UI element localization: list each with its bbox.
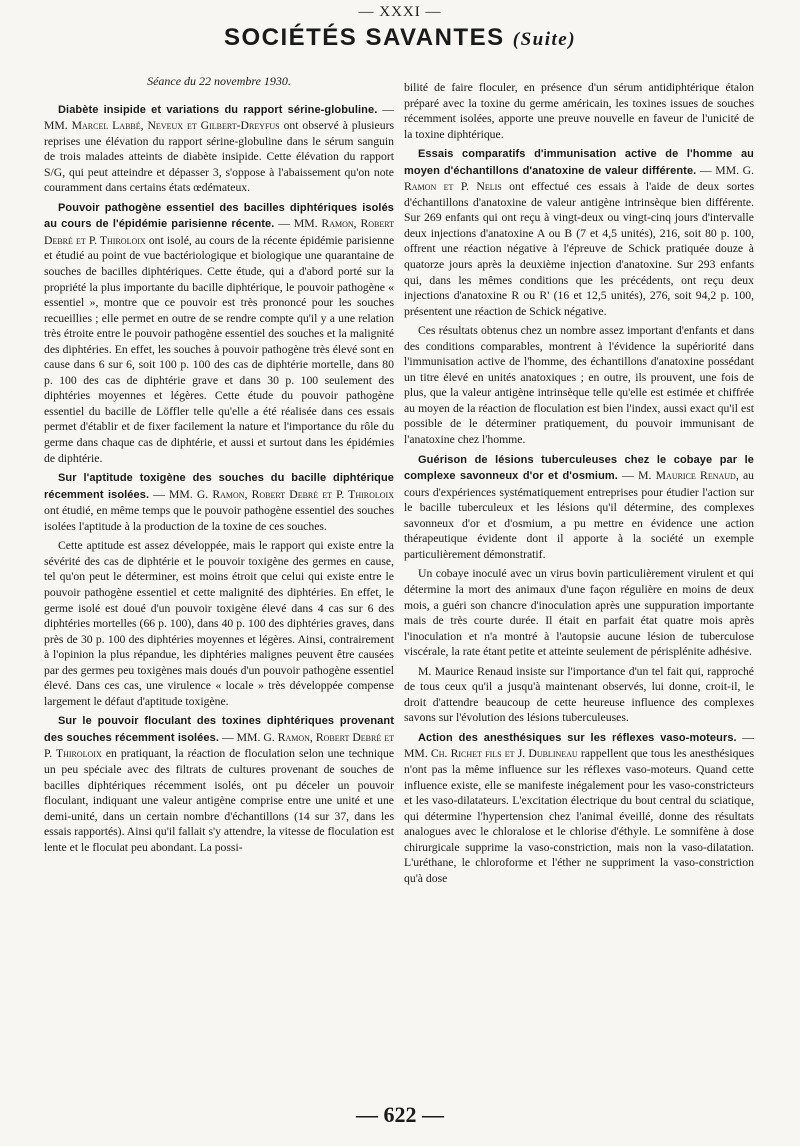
- article-paragraph: Cette aptitude est assez développée, mais le rapport qui existe entre la sévérité des cas de diphtérie et le pouvoir toxigène des germes en cause, tel qu'on peut le déterminer, est moins étroit que celui qui existe entre le pouvoir pathogène essentiel et cette malignité des diphtéries. En effet, le germe isolé est doué d'un pouvoir toxigène élevé dans 4 cas sur 6 des diphtéries mortelles (66 p. 100), dans 40 p. 100 des diphtéries graves, dans près de 30 p. 100 des diphtéries moyennes et légères. Ainsi, contrairement à l'opinion la plus répandue, les diphtéries malignes peuvent être causées par des germes peu toxigènes mais doués d'un pouvoir pathogène essentiel élevé. Dans ces cas, une virulence « locale » très développée compense largement le défaut d'aptitude toxigène.: [44, 539, 394, 708]
- article-anesthesiques: Action des anesthésiques sur les réflexes vaso-moteurs. — MM. Ch. Richet fils et J. Dublineau rappellent que tous les anesthésiques n'ont pas la même influence sur les réflexes vaso-moteurs. Quand cette influence existe, elle se manifeste inégalement pour les vaso-constricteurs et les vaso-dilatateurs. L'excitation électrique du bout central du sciatique, qui détermine l'hypertension chez l'animal éveillé, donne des résultats analogues avec le chloralose et le chlorise d'éthyle. Le somnifène à dose chirurgicale supprime la vaso-constriction, mais non la vaso-dilatation. L'uréthane, le chloroforme et l'éther ne suppriment la vaso-constriction qu'à dose: [404, 730, 754, 885]
- page-title-text: SOCIÉTÉS SAVANTES: [223, 24, 505, 51]
- article-pouvoir-floculant: Sur le pouvoir floculant des toxines diphtériques provenant des souches récemment isolées. — MM. G. Ramon, Robert Debré et P. Thiroloix en pratiquant, la réaction de floculation selon une technique un peu spéciale avec des filtrats de cultures provenant de souches de bacilles diphtériques récemment isolés, ont pu déceler un pouvoir floculant, indiquant une valeur antigène comprise entre une unité et une demi-unité, dans un certain nombre d'échantillons (14 sur 37, dans les essais rapportés). Ainsi qu'il fallait s'y attendre, la vitesse de floculation est lente et le floculat peu abondant. La possi-: [44, 715, 395, 854]
- page-folio: — 622 —: [356, 1102, 444, 1127]
- article-paragraph: Ces résultats obtenus chez un nombre assez important d'enfants et dans des conditions comparables, montrent à l'évidence la supériorité dans l'immunisation active de l'homme, des échantillons d'anatoxine possédant un titre élevé en unités anatoxiques ; en outre, ils prouvent, une fois de plus, que la valeur antigène intrinsèque telle qu'elle est estimée et chiffrée au moyen de la réaction de floculation est bien l'index, aussi exact qu'il est possible de le déterminer pratiquement, du pouvoir immunisant de l'anatoxine chez l'homme.: [404, 324, 754, 447]
- article-heading: Diabète insipide et variations du rapport sérine-globuline.: [58, 103, 378, 116]
- page-roman-numeral: — XXXI —: [358, 4, 442, 20]
- article-authors: MM. G. Ramon, Robert Debré et P. Thiroloix: [44, 730, 394, 761]
- article-continuation: bilité de faire floculer, en présence d'un sérum antidiphtérique étalon préparé avec la toxine du germe américain, les toxines issues de souches récemment isolées, apporte une preuve nouvelle en faveur de l'unicité de la toxine diphtérique.: [404, 81, 754, 141]
- article-authors: MM. G. Ramon et P. Nelis: [404, 163, 754, 194]
- article-guerison-lesions: Guérison de lésions tuberculeuses chez le cobaye par le complexe savonneux d'or et d'osmium. — M. Maurice Renaud, au cours d'expériences systématiquement entreprises pour étudier l'action sur le bacille tuberculeux et les lésions qu'il détermine, des complexes savonneux d'or et d'osmium, a pu mettre en évidence une action thérapeutique évidente dont il apporte à la société un exemple particulièrement démonstratif.: [404, 453, 755, 561]
- article-text: ont étudié, en même temps que le pouvoir pathogène essentiel des souches isolées l'aptitude à la production de la toxine de ces souches.: [44, 504, 394, 533]
- article-diabete: Diabète insipide et variations du rapport sérine-globuline. — MM. Marcel Labbé, Neveux et Gilbert-Dreyfus ont observé à plusieurs reprises une élévation du rapport sérine-globuline dans le sérum sanguin de trois malades atteints de diabète insipide. Cette élévation du rapport S/G, qui peut atteindre et dépasser 3, s'oppose à l'abaissement qu'on note couramment dans certains états œdémateux.: [44, 102, 395, 195]
- article-text: ont effectué ces essais à l'aide de deux sortes d'échantillons d'anatoxine de valeur antigène intrinsèque bien différente. Sur 269 enfants qui ont reçu à vingt-deux ou vingt-cinq jours d'intervalle deux injections d'anatoxine A ou B (7 et 4,5 unités), 216, soit 80 p. 100, offrent une réaction négative à l'épreuve de Schick pratiquée douze à quatorze jours après la deuxième injection d'anatoxine. Sur 293 enfants qui, dans les mêmes conditions que les précédents, ont reçu deux injections d'anatoxine R ou R' (16 et 12,5 unités), 276, soit 94,2 p. 100, présentent une réaction de Schick négative.: [404, 180, 755, 318]
- article-authors: MM. Ch. Richet fils et J. Dublineau: [404, 747, 578, 761]
- article-paragraph: M. Maurice Renaud insiste sur l'importance d'un tel fait qui, rapproché de tous ceux qu'il a jusqu'à maintenant observés, lui donne, croit-il, le droit d'attendre beaucoup de cette heureuse influence des complexes savons sur l'évolution des lésions tuberculeuses.: [404, 664, 754, 725]
- article-authors: MM. Ramon, Robert Debré et P. Thiroloix: [44, 217, 395, 247]
- article-pouvoir-pathogene: Pouvoir pathogène essentiel des bacilles diphtériques isolés au cours de l'épidémie parisienne récente. — MM. Ramon, Robert Debré et P. Thiroloix ont isolé, au cours de la récente épidémie parisienne et étudié au point de vue bactériologique et biologique une quarantaine de souches de bacilles diphtériques. Cette étude, qui a d'abord porté sur la propriété la plus importante du bacille diphtérique, le pouvoir pathogène « essentiel », montre que ce pouvoir est très prononcé pour les souches recueillies ; elle permet en outre de se rendre compte qu'il y a une relation très étroite entre le pouvoir pathogène essentiel des souches et la malignité des diphtéries. En effet, les souches à pouvoir pathogène très élevé sont en cause dans 6 sur 6, soit 100 p. 100 des cas de diphtérie mortelle, dans 80 p. 100 des cas de diphtérie grave et dans 30 p. 100 seulement des diphtéries moyennes et légères. Cette étude du pouvoir pathogène essentiel du bacille de Löffler telle qu'elle a été réalisée dans ces essais permet d'établir et de fixer facilement la nature et l'importance du rôle du germe dans chaque cas de diphtérie, et aussi et surtout dans les épidémies de diphtérie.: [44, 201, 395, 465]
- session-date: Séance du 22 novembre 1930.: [147, 74, 291, 88]
- article-text: ont isolé, au cours de la récente épidémie parisienne et étudié au point de vue bactériologique et biologique une quarantaine de souches de bacilles diphtériques. Cette étude, qui a d'abord porté sur la propriété la plus importante du bacille diphtérique, le pouvoir pathogène « essentiel », montre que ce pouvoir est très prononcé pour les souches recueillies ; elle permet en outre de se rendre compte qu'il y a une relation très étroite entre le pouvoir pathogène essentiel des souches et la malignité des diphtéries. En effet, les souches à pouvoir pathogène très élevé sont en cause dans 6 sur 6, soit 100 p. 100 des cas de diphtérie mortelle, dans 80 p. 100 des cas de diphtérie grave et dans 30 p. 100 seulement des diphtéries moyennes et légères. Cette étude du pouvoir pathogène essentiel du bacille de Löffler telle qu'elle a été réalisée dans ces essais permet d'établir et de fixer facilement la nature et l'importance du rôle du germe dans chaque cas de diphtérie, et aussi et surtout dans les épidémies de diphtérie.: [44, 233, 395, 465]
- article-heading: Guérison de lésions tuberculeuses chez le cobaye par le complexe savonneux d'or et d'osmium.: [404, 453, 754, 483]
- article-heading: Sur l'aptitude toxigène des souches du bacille diphtérique récemment isolées.: [44, 472, 394, 501]
- article-paragraph: Un cobaye inoculé avec un virus bovin particulièrement virulent et qui détermine la mort des animaux d'une façon régulière en moins de deux mois, a guéri son chancre d'inoculation après une suppuration importante mais de très courte durée. Il était en parfait état quatre mois après l'inoculation et n'a montré à l'autopsie aucune lésion de tuberculose viscérale, la rate étant petite et atteinte seulement de périsplénite adhésive.: [404, 567, 754, 659]
- article-authors: M. Maurice Renaud: [638, 469, 736, 483]
- article-heading: Sur le pouvoir floculant des toxines diphtériques provenant des souches récemment isolées.: [44, 715, 394, 744]
- article-authors: MM. G. Ramon, Robert Debré et P. Thiroloix: [169, 487, 394, 501]
- article-heading: Essais comparatifs d'immunisation active de l'homme au moyen d'échantillons d'anatoxine de valeur différente.: [404, 148, 754, 177]
- article-text: , au cours d'expériences systématiquement entreprises pour étudier l'action sur le bacille tuberculeux et les lésions qu'il détermine, des complexes savonneux d'or et d'osmium, a pu mettre en évidence une action thérapeutique évidente dont il apporte à la société un exemple particulièrement démonstratif.: [404, 469, 755, 561]
- article-text: en pratiquant, la réaction de floculation selon une technique un peu spéciale avec des filtrats de cultures provenant de souches de bacilles diphtériques récemment isolés, ont pu déceler un pouvoir floculant, indiquant une valeur antigène comprise entre une unité et une demi-unité, dans un certain nombre d'échantillons (14 sur 37, dans les essais rapportés). Ainsi qu'il fallait s'y attendre, la vitesse de floculation est lente et le floculat peu abondant. La possi-: [44, 747, 395, 854]
- right-column: [404, 80, 754, 890]
- left-column: [44, 74, 394, 859]
- page-title-suffix: (Suite): [512, 29, 577, 50]
- article-heading: Pouvoir pathogène essentiel des bacilles diphtériques isolés au cours de l'épidémie parisienne récente.: [44, 201, 394, 231]
- page-title: [0, 24, 800, 52]
- article-aptitude-toxigene: Sur l'aptitude toxigène des souches du bacille diphtérique récemment isolées. — MM. G. Ramon, Robert Debré et P. Thiroloix ont étudié, en même temps que le pouvoir pathogène essentiel des souches isolées l'aptitude à la production de la toxine de ces souches.: [44, 472, 394, 533]
- article-essais-comparatifs: Essais comparatifs d'immunisation active de l'homme au moyen d'échantillons d'anatoxine de valeur différente. — MM. G. Ramon et P. Nelis ont effectué ces essais à l'aide de deux sortes d'échantillons d'anatoxine de valeur antigène intrinsèque bien différente. Sur 269 enfants qui ont reçu à vingt-deux ou vingt-cinq jours d'intervalle deux injections d'anatoxine A ou B (7 et 4,5 unités), 216, soit 80 p. 100, offrent une réaction négative à l'épreuve de Schick pratiquée douze à quatorze jours après la deuxième injection d'anatoxine. Sur 293 enfants qui, dans les mêmes conditions que les précédents, ont reçu deux injections d'anatoxine R ou R' (16 et 12,5 unités), 276, soit 94,2 p. 100, présentent une réaction de Schick négative.: [404, 148, 755, 318]
- article-text: ont observé à plusieurs reprises une élévation du rapport sérine-globuline dans le sérum sanguin de trois malades atteints de diabète insipide. Cette élévation du rapport S/G, qui peut atteindre et dépasser 3, s'oppose à l'abaissement qu'on note couramment dans certains états œdémateux.: [44, 119, 395, 195]
- article-heading: Action des anesthésiques sur les réflexes vaso-moteurs.: [418, 731, 737, 744]
- article-text: rappellent que tous les anesthésiques n'ont pas la même influence sur les réflexes vaso-moteurs. Quand cette influence existe, elle se manifeste inégalement pour les vaso-constricteurs et les vaso-dilatateurs. L'excitation électrique du bout central du sciatique, qui détermine l'hypertension chez l'animal éveillé, donne des résultats analogues avec le chloralose et le chlorise d'éthyle. Le somnifène à dose chirurgicale supprime la vaso-constriction, mais non la vaso-dilatation. L'uréthane, le chloroforme et l'éther ne suppriment la vaso-constriction qu'à dose: [404, 747, 754, 885]
- article-authors: MM. Marcel Labbé, Neveux et Gilbert-Dreyfus: [44, 119, 280, 133]
